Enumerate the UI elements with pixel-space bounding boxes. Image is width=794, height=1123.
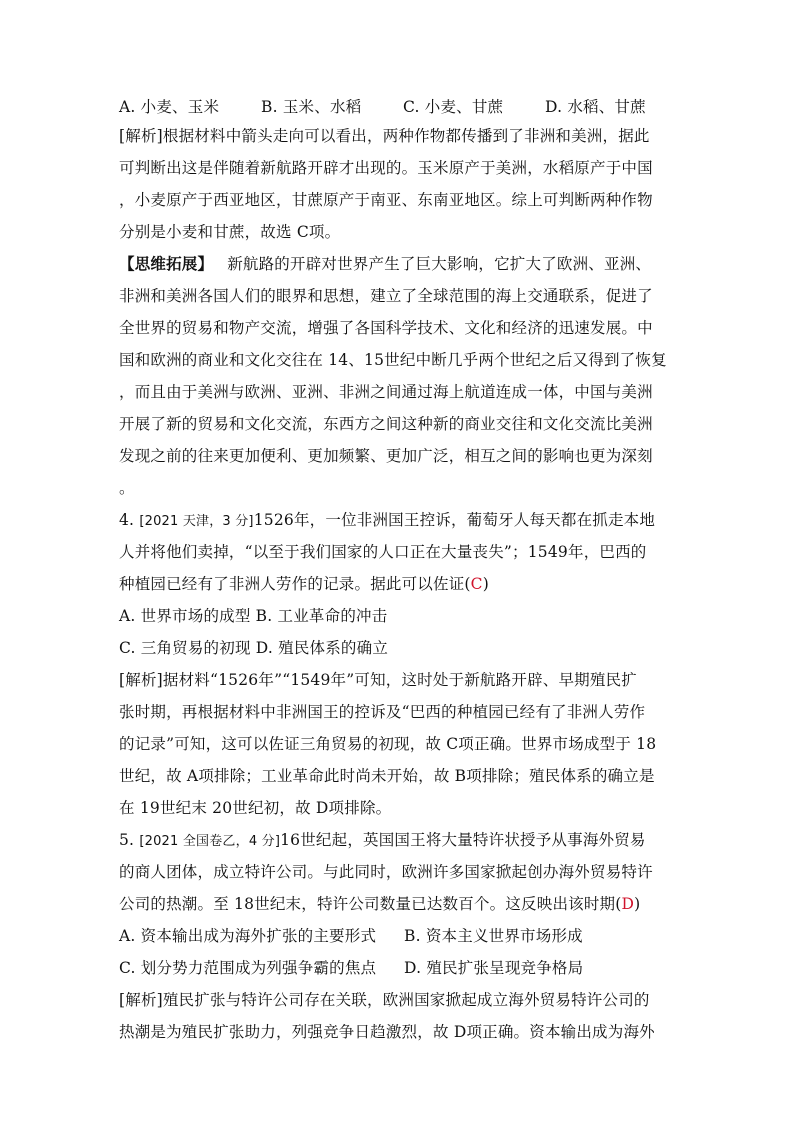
q4-stem-line: 人并将他们卖掉，“以至于我们国家的人口正在大量丧失”；1549年，巴西的 bbox=[119, 543, 647, 561]
q4-analysis-line: [解析]据材料“1526年”“1549年”可知，这时处于新航路开辟、早期殖民扩 bbox=[119, 671, 637, 689]
expansion-line: 发现之前的往来更加便利、更加频繁、更加广泛，相互之间的影响也更为深刻 bbox=[119, 447, 653, 465]
q3-option-c: C. 小麦、甘蔗 bbox=[403, 98, 504, 116]
q5-stem-line: 的商人团体，成立特许公司。与此同时，欧洲许多国家掀起创办海外贸易特许 bbox=[119, 863, 653, 881]
q5-analysis-line: [解析]殖民扩张与特许公司存在关联，欧洲国家掀起成立海外贸易特许公司的 bbox=[119, 991, 650, 1009]
q4-stem-line: 4. [2021 天津，3 分]1526年，一位非洲国王控诉，葡萄牙人每天都在抓走本地 bbox=[119, 511, 656, 529]
q5-number: 5. bbox=[119, 831, 135, 849]
q5-stem-line: 公司的热潮。至 18世纪末，特许公司数量已达数百个。这反映出该时期(D) bbox=[119, 895, 641, 913]
q5-source: [2021 全国卷乙，4 分] bbox=[139, 834, 281, 849]
q4-stem-line: 种植园已经有了非洲人劳作的记录。据此可以佐证(C) bbox=[119, 575, 489, 593]
q4-analysis-line: 的记录”可知，这可以佐证三角贸易的初现，故 C项正确。世界市场成型于 18 bbox=[119, 735, 657, 753]
q3-option-b: B. 玉米、水稻 bbox=[261, 98, 362, 116]
q4-options-line: C. 三角贸易的初现 D. 殖民体系的确立 bbox=[119, 639, 389, 657]
q4-number: 4. bbox=[119, 511, 135, 529]
q5-option-b: B. 资本主义世界市场形成 bbox=[404, 927, 583, 945]
expansion-line: ，而且由于美洲与欧洲、亚洲、非洲之间通过海上航道连成一体，中国与美洲 bbox=[119, 383, 653, 401]
q3-option-d: D. 水稻、甘蔗 bbox=[545, 98, 646, 116]
q3-options bbox=[119, 97, 679, 117]
q5-answer: D bbox=[621, 895, 635, 913]
q3-option-a: A. 小麦、玉米 bbox=[119, 98, 220, 116]
q4-analysis-line: 张时期，再根据材料中非洲国王的控诉及“巴西的种植园已经有了非洲人劳作 bbox=[119, 703, 646, 721]
q5-options-line bbox=[119, 926, 679, 946]
expansion-line: 开展了新的贸易和文化交流，东西方之间这种新的商业交往和文化交流比美洲 bbox=[119, 415, 653, 433]
q5-analysis-line: 热潮是为殖民扩张助力，列强竞争日趋激烈，故 D项正确。资本输出成为海外 bbox=[119, 1023, 655, 1041]
q4-source: [2021 天津，3 分] bbox=[139, 514, 254, 529]
q3-analysis-line: [解析]根据材料中箭头走向可以看出，两种作物都传播到了非洲和美洲，据此 bbox=[119, 127, 650, 145]
q3-analysis-line: ，小麦原产于西亚地区，甘蔗原产于南亚、东南亚地区。综上可判断两种作物 bbox=[119, 191, 653, 209]
q4-options-line: A. 世界市场的成型 B. 工业革命的冲击 bbox=[119, 607, 388, 625]
expansion-heading: 【思维拓展】 bbox=[119, 254, 214, 273]
expansion-line: 全世界的贸易和物产交流，增强了各国科学技术、文化和经济的迅速发展。中 bbox=[119, 319, 653, 337]
q5-option-c: C. 划分势力范围成为列强争霸的焦点 bbox=[119, 959, 377, 977]
q5-options-line bbox=[119, 958, 679, 978]
expansion-line: 。 bbox=[119, 479, 135, 497]
expansion-first-line bbox=[119, 254, 679, 274]
q4-analysis-line: 世纪，故 A项排除；工业革命此时尚未开始，故 B项排除；殖民体系的确立是 bbox=[119, 767, 655, 785]
q3-analysis-line: 分别是小麦和甘蔗，故选 C项。 bbox=[119, 223, 341, 241]
q5-option-a: A. 资本输出成为海外扩张的主要形式 bbox=[119, 927, 377, 945]
q4-answer: C bbox=[470, 575, 483, 593]
expansion-line: 非洲和美洲各国人们的眼界和思想，建立了全球范围的海上交通联系，促进了 bbox=[119, 287, 653, 305]
q3-analysis-line: 可判断出这是伴随着新航路开辟才出现的。玉米原产于美洲，水稻原产于中国 bbox=[119, 159, 653, 177]
expansion-line: 国和欧洲的商业和文化交往在 14、15世纪中断几乎两个世纪之后又得到了恢复 bbox=[119, 351, 667, 369]
q5-option-d: D. 殖民扩张呈现竞争格局 bbox=[404, 959, 584, 977]
q5-stem-line: 5. [2021 全国卷乙，4 分]16世纪起，英国国王将大量特许状授予从事海外贸易 bbox=[119, 831, 646, 849]
q4-analysis-line: 在 19世纪末 20世纪初，故 D项排除。 bbox=[119, 799, 392, 817]
expansion-text: 新航路的开辟对世界产生了巨大影响，它扩大了欧洲、亚洲、 bbox=[227, 255, 652, 273]
